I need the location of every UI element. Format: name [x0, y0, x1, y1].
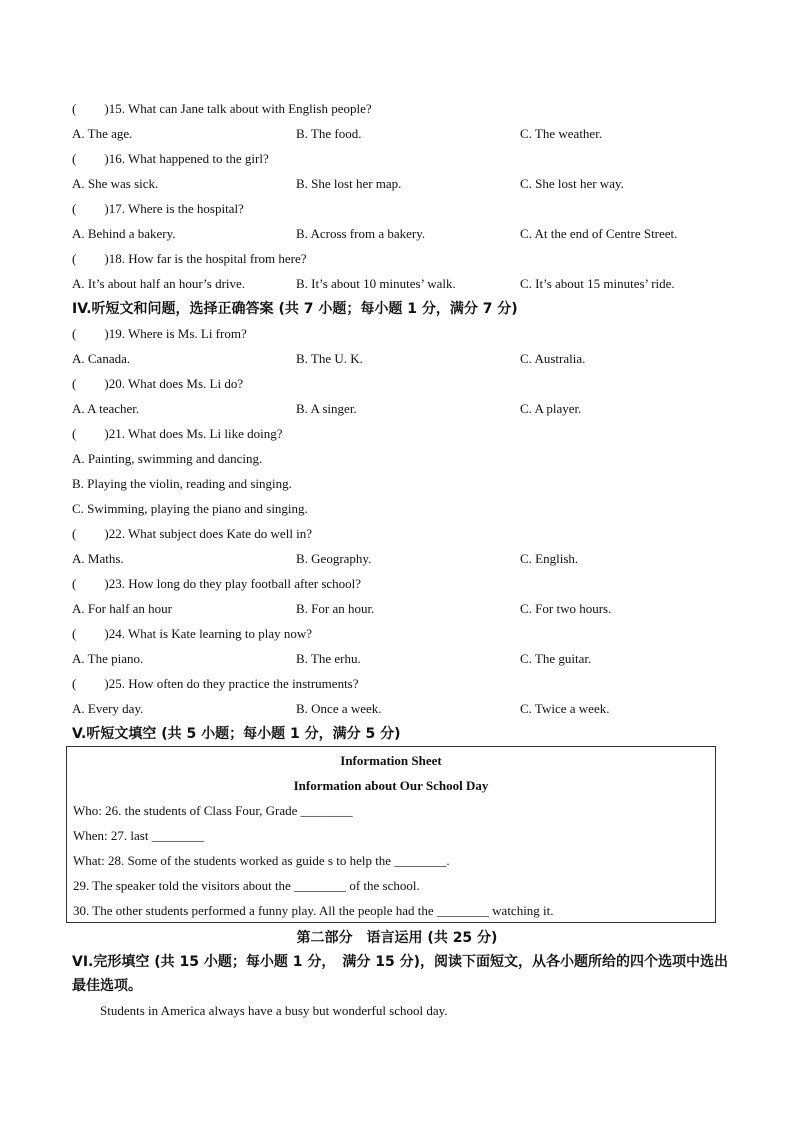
question-number: 20. — [108, 376, 125, 391]
paren-open: ( — [72, 151, 77, 166]
paren-open: ( — [72, 101, 77, 116]
option-b: B. Geography. — [296, 551, 372, 566]
question-23 — [72, 575, 361, 593]
paren-close: ) — [104, 251, 109, 266]
option-b: B. Playing the violin, reading and singing. — [72, 476, 292, 491]
section-6-heading — [72, 950, 732, 998]
option-a: A. Canada. — [72, 351, 131, 366]
question-number: 23. — [108, 576, 125, 591]
options-23 — [72, 600, 732, 618]
question-text: What is Kate learning to play now? — [127, 626, 313, 641]
option-a: A. A teacher. — [72, 401, 140, 416]
question-number: 21. — [108, 426, 125, 441]
part-2-title — [0, 927, 794, 947]
question-17 — [72, 200, 244, 218]
question-text: Where is the hospital? — [127, 201, 244, 216]
option-b: B. It’s about 10 minutes’ walk. — [296, 276, 456, 291]
question-24 — [72, 625, 312, 643]
options-15 — [72, 125, 732, 143]
info-line-30: 30. The other students performed a funny play. All the people had the ________ watching it. — [73, 903, 554, 918]
paren-open: ( — [72, 526, 77, 541]
option-c: C. Twice a week. — [520, 701, 610, 716]
option-a: A. Behind a bakery. — [72, 226, 176, 241]
question-21 — [72, 425, 282, 443]
option-c: C. For two hours. — [520, 601, 612, 616]
options-18 — [72, 275, 732, 293]
paren-close: ) — [104, 101, 109, 116]
option-c: C. A player. — [520, 401, 582, 416]
paren-open: ( — [72, 626, 77, 641]
option-a: A. She was sick. — [72, 176, 159, 191]
option-c: C. Australia. — [520, 351, 586, 366]
paren-open: ( — [72, 426, 77, 441]
paren-close: ) — [104, 201, 109, 216]
question-16 — [72, 150, 269, 168]
question-text: What does Ms. Li do? — [127, 376, 244, 391]
options-16 — [72, 175, 732, 193]
option-b: B. She lost her map. — [296, 176, 402, 191]
option-c: C. English. — [520, 551, 579, 566]
option-a: A. It’s about half an hour’s drive. — [72, 276, 246, 291]
info-sheet-subtitle: Information about Our School Day — [293, 778, 489, 793]
option-c: C. She lost her way. — [520, 176, 624, 191]
section-4-note: (共 7 小题；每小题 1 分，满分 7 分) — [278, 301, 518, 317]
question-text: What subject does Kate do well in? — [127, 526, 313, 541]
paren-close: ) — [104, 576, 109, 591]
option-a: A. Every day. — [72, 701, 144, 716]
info-sheet-title: Information Sheet — [340, 753, 442, 768]
option-c: C. At the end of Centre Street. — [520, 226, 678, 241]
option-a: A. Painting, swimming and dancing. — [72, 451, 263, 466]
paren-open: ( — [72, 676, 77, 691]
paren-open: ( — [72, 201, 77, 216]
info-line-28: What: 28. Some of the students worked as guide s to help the ________. — [73, 853, 450, 868]
info-line-27: When: 27. last ________ — [73, 828, 204, 843]
paren-open: ( — [72, 576, 77, 591]
question-19 — [72, 325, 247, 343]
question-25 — [72, 675, 359, 693]
option-a: A. For half an hour — [72, 601, 173, 616]
section-5-heading — [72, 724, 401, 744]
options-24 — [72, 650, 732, 668]
question-number: 19. — [108, 326, 125, 341]
paren-close: ) — [104, 626, 109, 641]
options-19 — [72, 350, 732, 368]
option-c: C. It’s about 15 minutes’ ride. — [520, 276, 675, 291]
question-number: 15. — [108, 101, 125, 116]
question-number: 24. — [108, 626, 125, 641]
section-5-title: V.听短文填空 — [72, 726, 157, 742]
option-b: B. Once a week. — [296, 701, 382, 716]
option-a: A. The age. — [72, 126, 133, 141]
paren-close: ) — [104, 151, 109, 166]
paren-close: ) — [104, 526, 109, 541]
info-line-29: 29. The speaker told the visitors about the ________ of the school. — [73, 878, 420, 893]
option-b: B. Across from a bakery. — [296, 226, 426, 241]
section-4-heading — [72, 299, 518, 319]
option-b: B. The food. — [296, 126, 362, 141]
option-b: B. The erhu. — [296, 651, 361, 666]
paren-open: ( — [72, 251, 77, 266]
question-20 — [72, 375, 243, 393]
passage-first-line: Students in America always have a busy but wonderful school day. — [100, 1003, 448, 1018]
section-4-title: IV.听短文和问题，选择正确答案 — [72, 301, 274, 317]
information-sheet-box — [66, 746, 716, 923]
option-a: A. The piano. — [72, 651, 144, 666]
paren-close: ) — [104, 326, 109, 341]
option-c: C. The guitar. — [520, 651, 592, 666]
question-text: How long do they play football after school? — [128, 576, 362, 591]
paren-close: ) — [104, 376, 109, 391]
paren-close: ) — [104, 676, 109, 691]
option-b: B. For an hour. — [296, 601, 375, 616]
section-6-title: VI.完形填空 — [72, 954, 150, 970]
question-number: 25. — [108, 676, 125, 691]
option-b: B. The U. K. — [296, 351, 363, 366]
section-6-note: (共 15 小题；每小题 1 分， 满分 15 分)，阅读下面短文，从各小题所给的四个选项中选出最佳选项。 — [72, 954, 728, 994]
options-22 — [72, 550, 732, 568]
section-5-note: (共 5 小题；每小题 1 分，满分 5 分) — [161, 726, 401, 742]
option-c: C. The weather. — [520, 126, 603, 141]
paren-open: ( — [72, 326, 77, 341]
question-text: What does Ms. Li like doing? — [127, 426, 283, 441]
options-25 — [72, 700, 732, 718]
part-2-note: (共 25 分) — [427, 930, 498, 946]
question-text: Where is Ms. Li from? — [127, 326, 247, 341]
options-17 — [72, 225, 732, 243]
question-text: How far is the hospital from here? — [128, 251, 307, 266]
question-text: What can Jane talk about with English people? — [127, 101, 372, 116]
question-number: 17. — [108, 201, 125, 216]
options-20 — [72, 400, 732, 418]
question-text: How often do they practice the instruments? — [128, 676, 359, 691]
question-number: 16. — [108, 151, 125, 166]
option-b: B. A singer. — [296, 401, 357, 416]
info-line-26: Who: 26. the students of Class Four, Grade ________ — [73, 803, 353, 818]
question-text: What happened to the girl? — [127, 151, 269, 166]
paren-open: ( — [72, 376, 77, 391]
paren-close: ) — [104, 426, 109, 441]
question-18 — [72, 250, 307, 268]
question-22 — [72, 525, 312, 543]
question-number: 22. — [108, 526, 125, 541]
question-15 — [72, 100, 372, 118]
option-a: A. Maths. — [72, 551, 124, 566]
question-number: 18. — [108, 251, 125, 266]
part-2-label: 第二部分 语言运用 — [296, 930, 423, 946]
option-c: C. Swimming, playing the piano and singing. — [72, 501, 308, 516]
